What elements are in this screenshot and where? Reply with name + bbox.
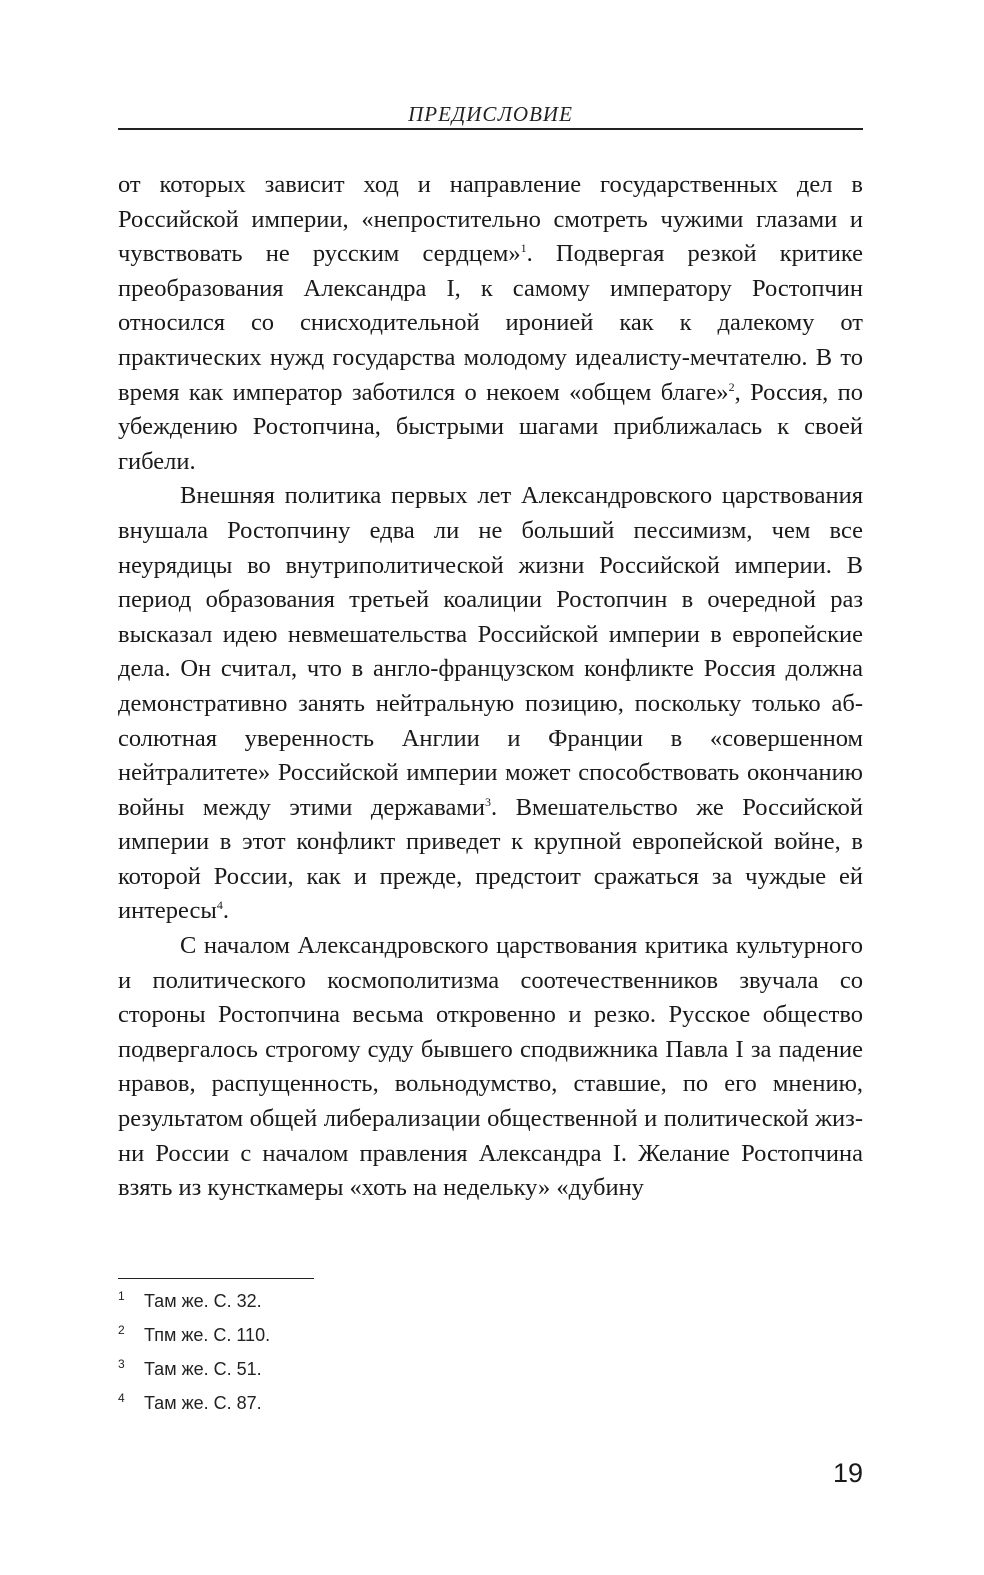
running-header: ПРЕДИСЛОВИЕ xyxy=(408,102,573,126)
footnote-2 xyxy=(118,1322,863,1356)
footnote-number: 4 xyxy=(118,1391,125,1405)
paragraph-2 xyxy=(118,479,863,929)
footnote-rule xyxy=(118,1278,314,1279)
text-segment: Внешняя политика первых лет Александровского царствования внушала Ростопчину едва ли не больший пессимизм, чем все неурядицы во внутриполитической жизни Российской империи. В период образования третьей коалиции Ростопчин в очередной раз высказал идею невмешательства Российской империи в европейские дела. Он считал, что в англо-французском конфликте Россия должна демонстративно занять нейтральную позицию, поскольку только абсолютная уверенность Англии и Франции в «совершенном нейтралитете» Российской империи может способствовать окончанию войны между этими державами xyxy=(118,482,863,821)
footnote-4 xyxy=(118,1390,863,1424)
footnote-ref: 2 xyxy=(728,379,735,394)
text-segment: . Подвергая резкой критике преобразования Александра I, к самому императору Ростопчин относился со снисходительной иронией как к далекому от практических нужд государства молодому идеалисту-мечтателю. В то время как император заботился о некоем «общем благе» xyxy=(118,240,863,406)
footnote-ref: 3 xyxy=(485,794,492,809)
paragraph-1 xyxy=(118,168,863,479)
footnote-text: Там же. С. 51. xyxy=(144,1359,262,1379)
paragraph-3 xyxy=(118,929,863,1206)
text-segment: , Россия, по убеждению Ростопчина, быстрыми шагами приближалась к своей гибели. xyxy=(118,378,863,475)
footnote-text: Там же. С. 32. xyxy=(144,1291,262,1311)
footnote-ref: 4 xyxy=(216,898,223,913)
header-rule xyxy=(118,128,863,130)
page-number: 19 xyxy=(832,1458,863,1488)
footnote-number: 1 xyxy=(118,1289,125,1303)
text-segment: от которых зависит ход и направление государственных дел в Российской империи, «непростительно смотреть чужими глазами и чувствовать не русским сердцем» xyxy=(118,171,863,268)
footnote-ref: 1 xyxy=(520,241,527,256)
footnote-3 xyxy=(118,1356,863,1390)
text-segment: . xyxy=(222,897,229,925)
footnotes xyxy=(118,1288,863,1424)
text-segment: . Вмешательство же Российской империи в этот конфликт приведет к крупной европейской войне, в которой России, как и прежде, предстоит сражаться за чуждые ей интересы xyxy=(118,793,863,925)
text-segment: С началом Александровского царствования критика культурного и политического космополитизма соотечественников звучала со стороны Ростопчина весьма откровенно и резко. Русское общество подвергалось строгому суду бывшего сподвижника Павла I за падение нравов, распущенность, вольнодумство, ставшие, по его мнению, результатом общей либерализации общественной и политической жизни России с началом правления Александра I. Желание Ростопчина взять из кунсткамеры «хоть на недельку» «дубину xyxy=(118,932,863,1202)
footnote-text: Там же. С. 87. xyxy=(144,1393,262,1413)
footnote-text: Тпм же. С. 110. xyxy=(144,1325,271,1345)
footnote-number: 2 xyxy=(118,1323,125,1337)
main-text xyxy=(118,168,863,1206)
footnote-number: 3 xyxy=(118,1357,125,1371)
footnote-1 xyxy=(118,1288,863,1322)
